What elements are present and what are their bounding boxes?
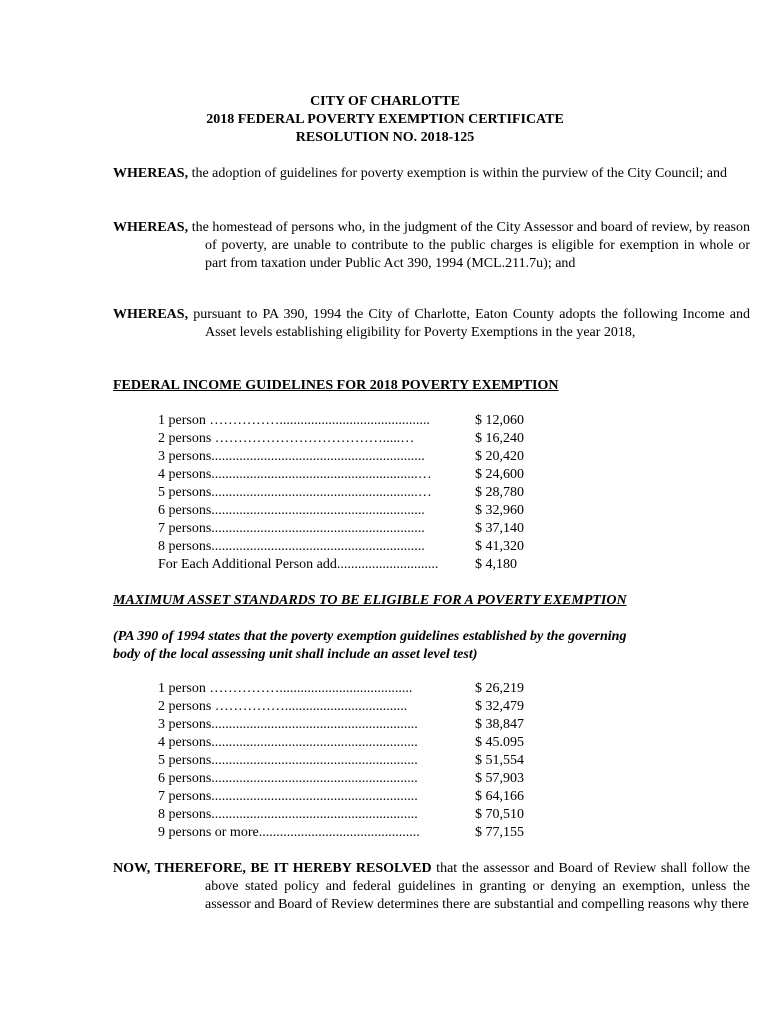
asset-row [158, 770, 530, 788]
asset-row [158, 788, 530, 806]
asset-row-amount: $ 77,155 [475, 825, 524, 840]
whereas-lead: WHEREAS, [113, 220, 189, 235]
income-row-amount: $ 37,140 [475, 521, 524, 536]
whereas-text: pursuant to PA 390, 1994 the City of Charlotte, Eaton County adopts the following Income and Asset levels establishing eligibility for Poverty Exemptions in the year 2018, [188, 307, 750, 340]
asset-row [158, 824, 530, 842]
income-row-label: 7 persons............................................................. [158, 521, 425, 536]
income-row [158, 466, 530, 484]
income-row-label: For Each Additional Person add............................. [158, 557, 439, 572]
whereas-lead: WHEREAS, [113, 307, 189, 322]
asset-row-amount: $ 32,479 [475, 699, 524, 714]
income-guidelines-heading: FEDERAL INCOME GUIDELINES FOR 2018 POVERTY EXEMPTION [113, 378, 559, 393]
asset-row-label: 4 persons........................................................... [158, 735, 418, 750]
whereas-text: the adoption of guidelines for poverty exemption is within the purview of the City Council; and [188, 166, 727, 181]
asset-row-label: 1 person ……………...................................... [158, 681, 413, 696]
income-row [158, 520, 530, 538]
income-row [158, 412, 530, 430]
income-row [158, 538, 530, 556]
income-row-amount: $ 24,600 [475, 467, 524, 482]
asset-row-amount: $ 45.095 [475, 735, 524, 750]
asset-standards-heading: MAXIMUM ASSET STANDARDS TO BE ELIGIBLE FOR A POVERTY EXEMPTION [113, 593, 627, 608]
certificate-title: 2018 FEDERAL POVERTY EXEMPTION CERTIFICATE [206, 112, 564, 127]
whereas-lead: WHEREAS, [113, 166, 189, 181]
resolved-paragraph [113, 860, 750, 914]
city-title: CITY OF CHARLOTTE [310, 94, 460, 109]
asset-row-amount: $ 38,847 [475, 717, 524, 732]
income-row-label: 3 persons............................................................. [158, 449, 425, 464]
asset-row-label: 3 persons........................................................... [158, 717, 418, 732]
income-row [158, 448, 530, 466]
asset-row-label: 7 persons........................................................... [158, 789, 418, 804]
resolved-lead: NOW, THEREFORE, BE IT HEREBY RESOLVED [113, 861, 432, 876]
income-row [158, 502, 530, 520]
resolved-text: that the assessor and Board of Review shall follow the above stated policy and federal guidelines in granting or denying an exemption, unless the assessor and Board of Review determines there are substantial and compelling reasons why there [205, 861, 750, 912]
asset-row-amount: $ 51,554 [475, 753, 524, 768]
income-row-label: 1 person ……………........................................... [158, 413, 430, 428]
asset-row-amount: $ 57,903 [475, 771, 524, 786]
whereas-paragraph-3 [113, 306, 750, 342]
income-row [158, 430, 530, 448]
whereas-paragraph-1 [113, 165, 750, 183]
asset-row [158, 734, 530, 752]
income-row [158, 484, 530, 502]
income-row-amount: $ 41,320 [475, 539, 524, 554]
income-row-label: 8 persons............................................................. [158, 539, 425, 554]
asset-row-label: 2 persons ……………................................... [158, 699, 408, 714]
income-row-amount: $ 4,180 [475, 557, 517, 572]
asset-row-amount: $ 26,219 [475, 681, 524, 696]
income-row-label: 6 persons............................................................. [158, 503, 425, 518]
resolution-number: RESOLUTION NO. 2018-125 [295, 130, 475, 145]
income-row-amount: $ 28,780 [475, 485, 524, 500]
asset-standards-note: (PA 390 of 1994 states that the poverty exemption guidelines established by the governing body of the local assessing unit shall include an asset level test) [113, 629, 627, 662]
asset-row [158, 680, 530, 698]
income-row-amount: $ 20,420 [475, 449, 524, 464]
whereas-text: the homestead of persons who, in the judgment of the City Assessor and board of review, by reason of poverty, are unable to contribute to the public charges is eligible for exemption in whole or part from taxation under Public Act 390, 1994 (MCL.211.7u); and [188, 220, 750, 271]
income-row-amount: $ 12,060 [475, 413, 524, 428]
income-row-amount: $ 32,960 [475, 503, 524, 518]
income-row [158, 556, 530, 574]
income-row-label: 4 persons...........................................................… [158, 467, 432, 482]
asset-row-label: 5 persons........................................................... [158, 753, 418, 768]
asset-row [158, 698, 530, 716]
asset-row [158, 752, 530, 770]
asset-row [158, 806, 530, 824]
asset-row-label: 9 persons or more.............................................. [158, 825, 420, 840]
whereas-paragraph-2 [113, 219, 750, 273]
asset-row [158, 716, 530, 734]
income-row-amount: $ 16,240 [475, 431, 524, 446]
asset-row-label: 8 persons........................................................... [158, 807, 418, 822]
asset-row-amount: $ 70,510 [475, 807, 524, 822]
asset-row-label: 6 persons........................................................... [158, 771, 418, 786]
income-row-label: 2 persons ……………………………….....… [158, 431, 415, 446]
income-row-label: 5 persons...........................................................… [158, 485, 432, 500]
asset-row-amount: $ 64,166 [475, 789, 524, 804]
